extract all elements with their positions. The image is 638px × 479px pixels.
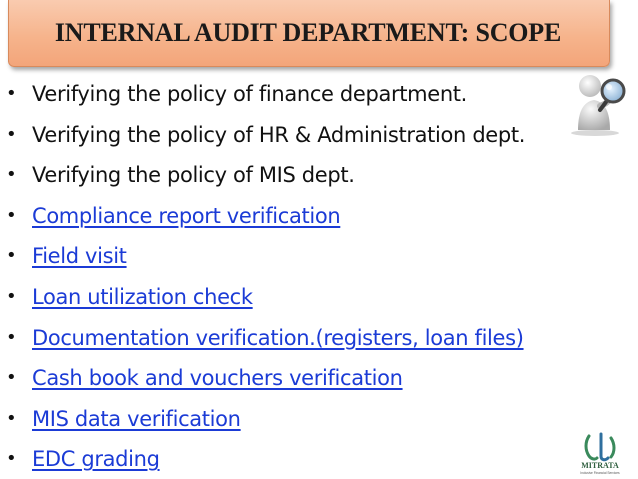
list-item-text: Verifying the policy of HR & Administration dept.: [32, 122, 526, 147]
logo-tagline: Inclusive Financial Services: [580, 471, 620, 475]
list-item-link[interactable]: Cash book and vouchers verification: [32, 366, 403, 391]
bullet-icon: •: [6, 245, 17, 267]
bullet-icon: •: [6, 164, 17, 186]
list-item: [0, 358, 638, 399]
list-item: [0, 115, 638, 156]
slide-title: INTERNAL AUDIT DEPARTMENT: SCOPE: [54, 18, 562, 47]
mitrata-logo: [575, 432, 625, 476]
list-item: [0, 196, 638, 237]
list-item: [0, 155, 638, 196]
bullet-list: [0, 74, 638, 479]
list-item-link[interactable]: Compliance report verification: [32, 203, 341, 228]
bullet-icon: •: [6, 448, 17, 470]
bullet-icon: •: [6, 123, 17, 145]
list-item: [0, 74, 638, 115]
bullet-icon: •: [6, 407, 17, 429]
list-item-link[interactable]: Documentation verification.(registers, loan files): [32, 325, 524, 350]
list-item: [0, 399, 638, 440]
bullet-icon: •: [6, 83, 17, 104]
list-item-text: Verifying the policy of finance department.: [32, 82, 467, 106]
bullet-icon: •: [6, 326, 17, 348]
list-item-link[interactable]: Field visit: [32, 244, 127, 269]
logo-name: MITRATA: [581, 461, 619, 470]
list-item-link[interactable]: Loan utilization check: [32, 284, 253, 309]
bullet-icon: •: [6, 204, 17, 226]
list-item-link[interactable]: EDC grading: [32, 447, 160, 472]
list-item: [0, 236, 638, 277]
bullet-icon: •: [6, 285, 17, 307]
list-item: [0, 318, 638, 359]
list-item: [0, 439, 638, 479]
list-item-link[interactable]: MIS data verification: [32, 406, 241, 431]
bullet-icon: •: [6, 367, 17, 389]
list-item-text: Verifying the policy of MIS dept.: [32, 163, 355, 188]
list-item: [0, 277, 638, 318]
